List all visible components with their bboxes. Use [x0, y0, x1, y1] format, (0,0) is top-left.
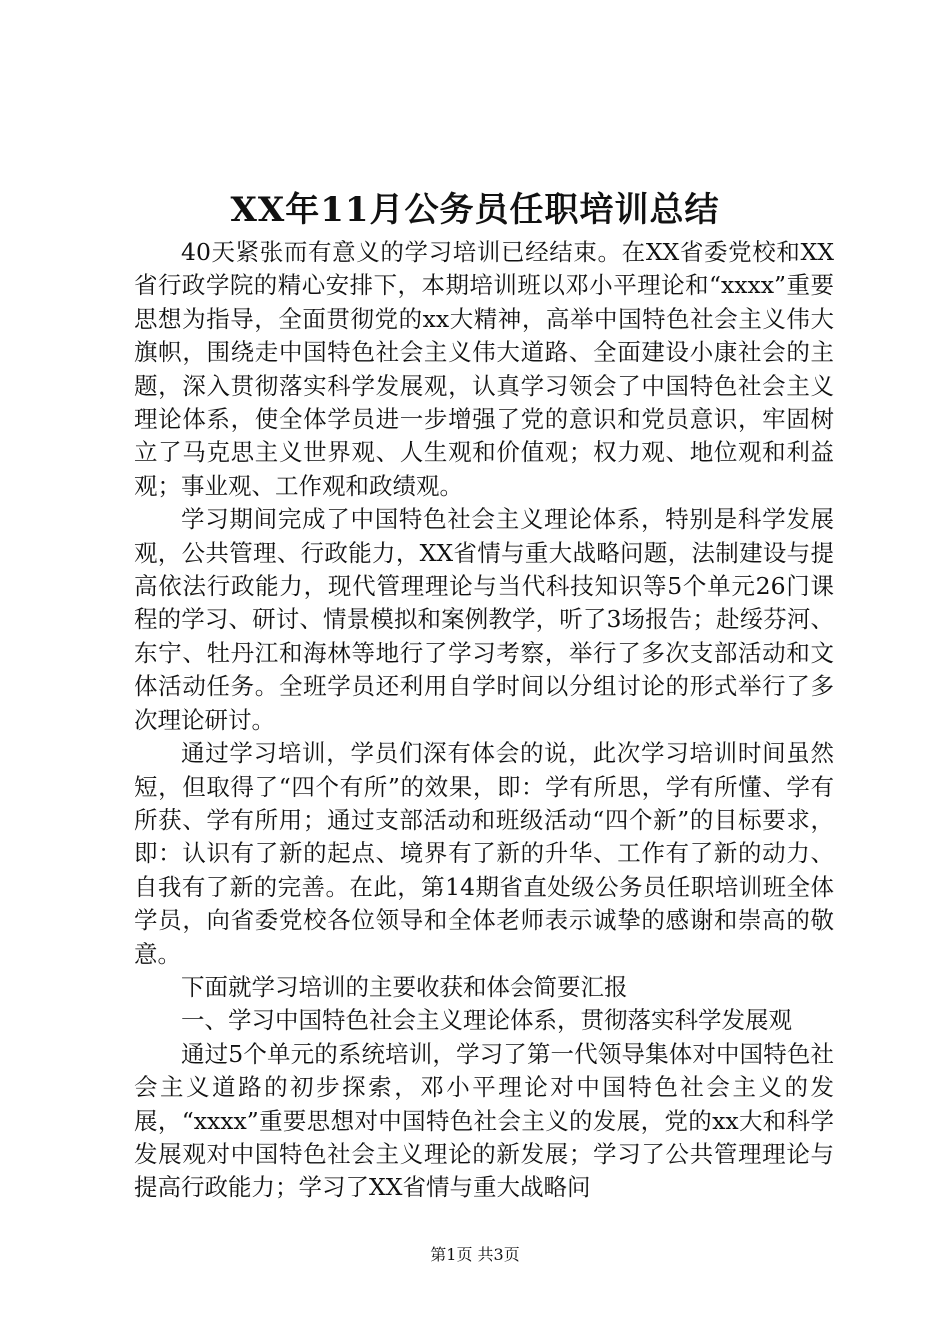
paragraph: 学习期间完成了中国特色社会主义理论体系，特别是科学发展观，公共管理、行政能力，XX省情与重大战略问题，法制建设与提高依法行政能力，现代管理理论与当代科技知识等5个单元26门课程的学习、研讨、情景模拟和案例教学，听了3场报告；赴绥芬河、东宁、牡丹江和海林等地行了学习考察，举行了多次支部活动和文体活动任务。全班学员还利用自学时间以分组讨论的形式举行了多次理论研讨。: [134, 505, 834, 734]
paragraph: 通过5个单元的系统培训，学习了第一代领导集体对中国特色社会主义道路的初步探索，邓小平理论对中国特色社会主义的发展，“xxxx”重要思想对中国特色社会主义的发展，党的xx大和科学发展观对中国特色社会主义理论的新发展；学习了公共管理理论与提高行政能力；学习了XX省情与重大战略问: [134, 1039, 834, 1202]
paragraph: 40天紧张而有意义的学习培训已经结束。在XX省委党校和XX省行政学院的精心安排下，本期培训班以邓小平理论和“xxxx”重要思想为指导，全面贯彻党的xx大精神，高举中国特色社会主义伟大旗帜，围绕走中国特色社会主义伟大道路、全面建设小康社会的主题，深入贯彻落实科学发展观，认真学习领会了中国特色社会主义理论体系，使全体学员进一步增强了党的意识和党员意识，牢固树立了马克思主义世界观、人生观和价值观；权力观、地位观和利益观；事业观、工作观和政绩观。: [134, 238, 834, 500]
document-body: [134, 236, 834, 1205]
page-number-footer: 第1页 共3页: [430, 1245, 520, 1264]
paragraph: 下面就学习培训的主要收获和体会简要汇报: [181, 972, 628, 1001]
paragraph: 通过学习培训，学员们深有体会的说，此次学习培训时间虽然短，但取得了“四个有所”的效果，即：学有所思，学有所懂、学有所获、学有所用；通过支部活动和班级活动“四个新”的目标要求，即：认识有了新的起点、境界有了新的升华、工作有了新的动力、自我有了新的完善。在此，第14期省直处级公务员任职培训班全体学员，向省委党校各位领导和全体老师表示诚挚的感谢和崇高的敬意。: [134, 739, 834, 968]
document-title: XX年11月公务员任职培训总结: [230, 190, 720, 230]
section-heading: 一、学习中国特色社会主义理论体系，贯彻落实科学发展观: [181, 1006, 792, 1035]
